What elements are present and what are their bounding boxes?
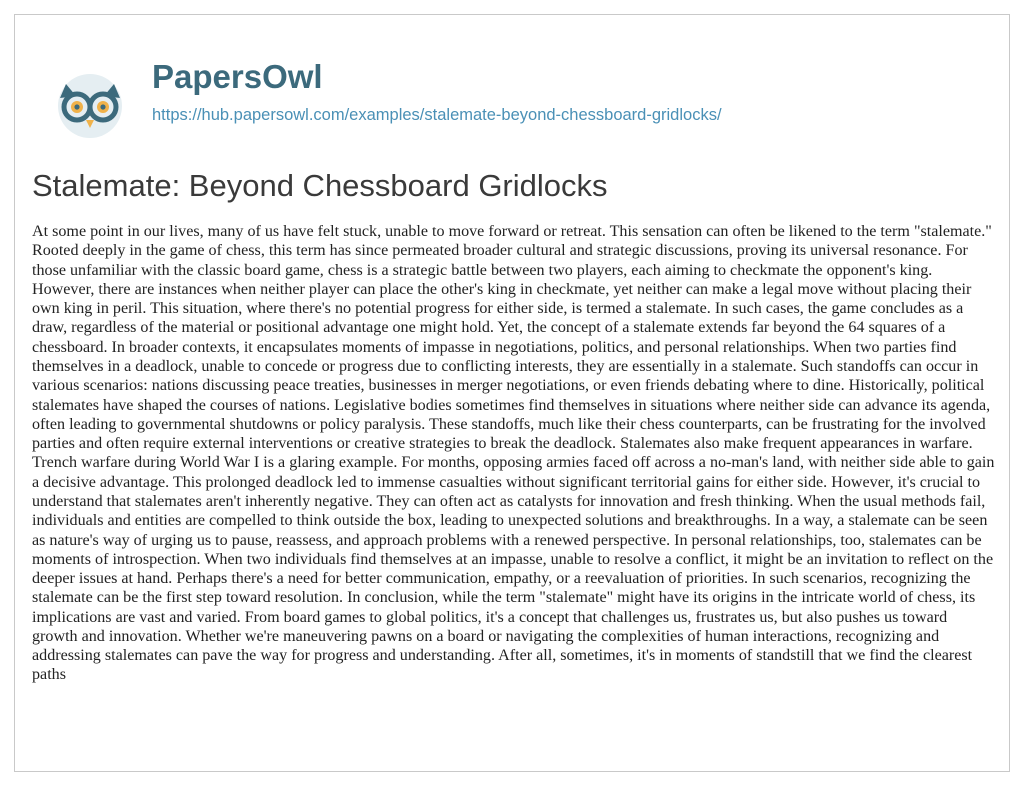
article-title: Stalemate: Beyond Chessboard Gridlocks	[32, 168, 608, 203]
owl-logo-icon	[46, 70, 134, 142]
article-url-link[interactable]: https://hub.papersowl.com/examples/stalemate-beyond-chessboard-gridlocks/	[152, 106, 722, 124]
brand-name: PapersOwl	[152, 58, 323, 95]
article-body: At some point in our lives, many of us have felt stuck, unable to move forward or retreat. This sensation can often be likened to the term "stalemate." Rooted deeply in the game of chess, this term has since permeated broader cultural and strategic discussions, proving its universal resonance. For those unfamiliar with the classic board game, chess is a strategic battle between two players, each aiming to checkmate the opponent's king. However, there are instances when neither player can place the other's king in checkmate, yet neither can make a legal move without placing their own king in peril. This situation, where there's no potential progress for either side, is termed a stalemate. In such cases, the game concludes as a draw, regardless of the material or positional advantage one might hold. Yet, the concept of a stalemate extends far beyond the 64 squares of a chessboard. In broader contexts, it encapsulates moments of impasse in negotiations, politics, and personal relationships. When two parties find themselves in a deadlock, unable to concede or progress due to conflicting interests, they are essentially in a stalemate. Such standoffs can occur in various scenarios: nations discussing peace treaties, businesses in merger negotiations, or even friends debating where to dine. Historically, political stalemates have shaped the courses of nations. Legislative bodies sometimes find themselves in situations where neither side can advance its agenda, often leading to governmental shutdowns or policy paralysis. These standoffs, much like their chess counterparts, can be frustrating for the involved parties and often require external interventions or creative strategies to break the deadlock. Stalemates also make frequent appearances in warfare. Trench warfare during World War I is a glaring example. For months, opposing armies faced off across a no-man's land, with neither side able to gain a decisive advantage. This prolonged deadlock led to immense casualties without significant territorial gains for either side. However, it's crucial to understand that stalemates aren't inherently negative. They can often act as catalysts for innovation and fresh thinking. When the usual methods fail, individuals and entities are compelled to think outside the box, leading to unexpected solutions and breakthroughs. In a way, a stalemate can be seen as nature's way of urging us to pause, reassess, and approach problems with a renewed perspective. In personal relationships, too, stalemates can be moments of introspection. When two individuals find themselves at an impasse, unable to resolve a conflict, it might be an invitation to reflect on the deeper issues at hand. Perhaps there's a need for better communication, empathy, or a reevaluation of priorities. In such scenarios, recognizing the stalemate can be the first step toward resolution. In conclusion, while the term "stalemate" might have its origins in the intricate world of chess, its implications are vast and varied. From board games to global politics, it's a concept that challenges us, frustrates us, but also pushes us toward growth and innovation. Whether we're maneuvering pawns on a board or navigating the complexities of human interactions, recognizing and addressing stalemates can pave the way for progress and understanding. After all, sometimes, it's in moments of standstill that we find the clearest paths	[32, 223, 995, 684]
